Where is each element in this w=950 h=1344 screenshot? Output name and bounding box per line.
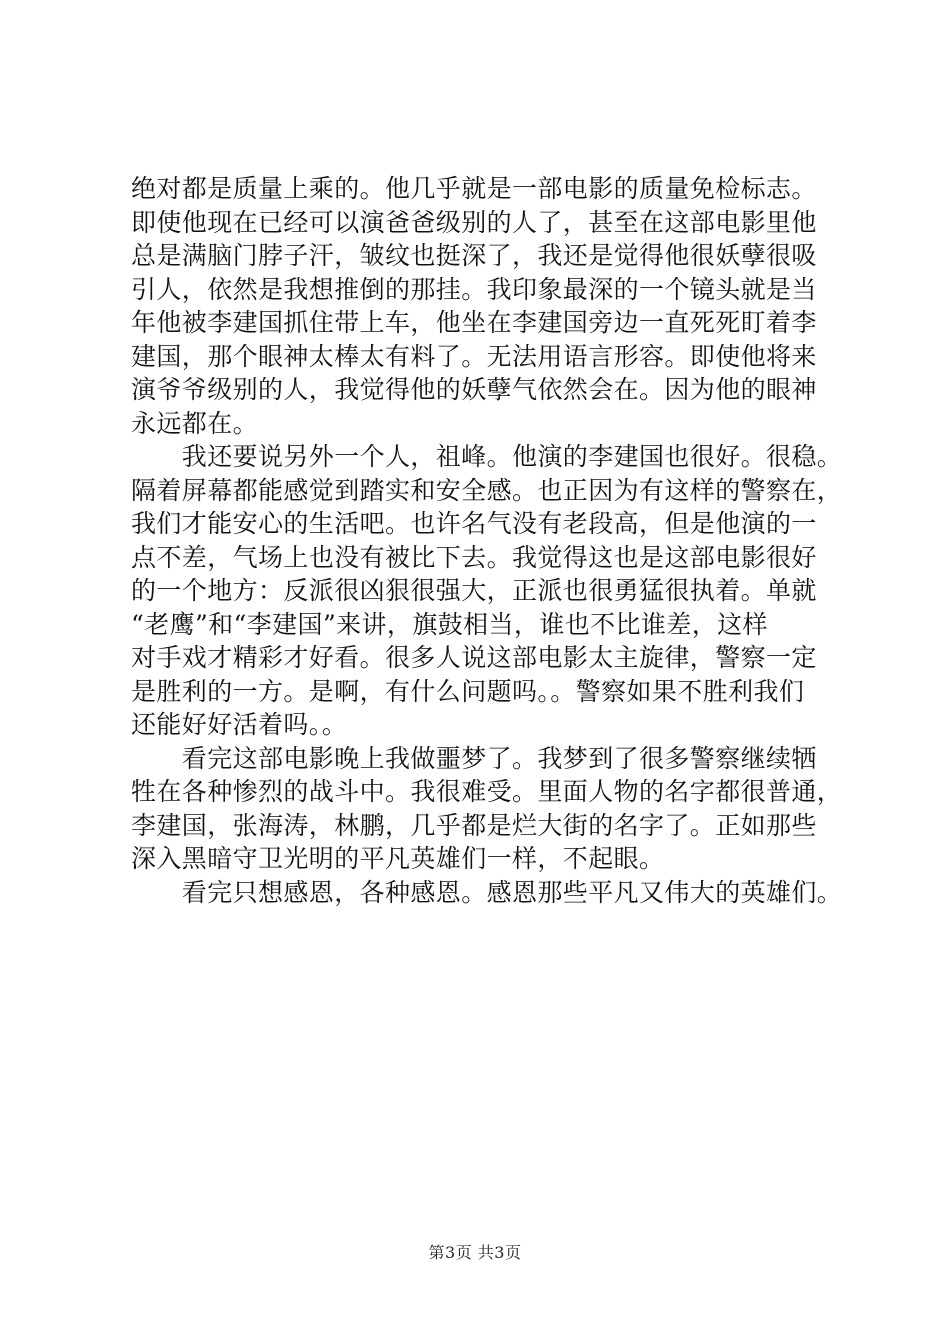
text-line: 对手戏才精彩才好看。很多人说这部电影太主旋律，警察一定 xyxy=(131,643,817,672)
text-line: 绝对都是质量上乘的。他几乎就是一部电影的质量免检标志。 xyxy=(131,174,817,203)
text-line: 是胜利的一方。是啊，有什么问题吗。。警察如果不胜利我们 xyxy=(131,676,805,706)
text-line: 演爷爷级别的人，我觉得他的妖孽气依然会在。因为他的眼神 xyxy=(131,375,817,404)
text-line: 即使他现在已经可以演爸爸级别的人了，甚至在这部电影里他 xyxy=(131,207,817,237)
text-line: 深入黑暗守卫光明的平凡英雄们一样，不起眼。 xyxy=(131,844,665,873)
text-line: 隔着屏幕都能感觉到踏实和安全感。也正因为有这样的警察在， xyxy=(131,475,843,505)
text-line: 的一个地方：反派很凶狠很强大，正派也很勇猛很执着。单就 xyxy=(131,576,817,605)
text-line: 点不差，气场上也没有被比下去。我觉得这也是这部电影很好 xyxy=(131,542,817,572)
text-line: 李建国，张海涛，林鹏，几乎都是烂大街的名字了。正如那些 xyxy=(131,810,817,840)
body-text xyxy=(131,172,861,909)
text-line: 永远都在。 xyxy=(131,408,259,438)
text-line: 建国，那个眼神太棒太有料了。无法用语言形容。即使他将来 xyxy=(131,341,817,371)
text-line: 牲在各种惨烈的战斗中。我很难受。里面人物的名字都很普通， xyxy=(131,777,843,806)
text-line: 我还要说另外一个人，祖峰。他演的李建国也很好。很稳。 xyxy=(131,442,843,471)
page-number-footer: 第3页 共3页 xyxy=(428,1243,522,1262)
text-line: 看完这部电影晚上我做噩梦了。我梦到了很多警察继续牺 xyxy=(131,743,817,773)
text-line: 还能好好活着吗。。 xyxy=(131,710,348,739)
text-line: 看完只想感恩，各种感恩。感恩那些平凡又伟大的英雄们。 xyxy=(131,877,843,907)
text-line: 年他被李建国抓住带上车，他坐在李建国旁边一直死死盯着李 xyxy=(131,308,817,337)
text-line: “老鹰”和“李建国”来讲，旗鼓相当，谁也不比谁差，这样 xyxy=(131,609,768,639)
text-line: 我们才能安心的生活吧。也许名气没有老段高，但是他演的一 xyxy=(131,509,817,538)
text-line: 引人，依然是我想推倒的那挂。我印象最深的一个镜头就是当 xyxy=(131,274,817,304)
text-line: 总是满脑门脖子汗，皱纹也挺深了，我还是觉得他很妖孽很吸 xyxy=(131,241,817,270)
